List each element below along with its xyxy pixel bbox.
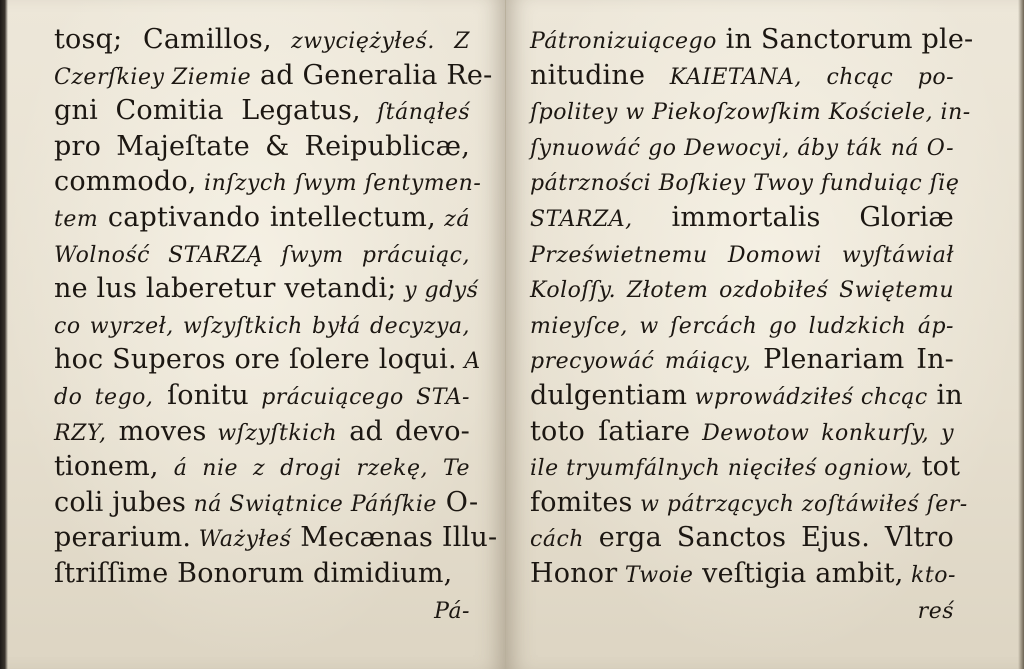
roman-text-run: immortalis Gloriæ bbox=[632, 201, 954, 233]
roman-text-run: ſonitu bbox=[153, 379, 249, 411]
italic-text-run: ná Swiątnice Páńſkie bbox=[186, 491, 437, 517]
text-line bbox=[530, 378, 963, 414]
italic-text-run: chcąc po- bbox=[801, 64, 955, 90]
text-line bbox=[530, 520, 954, 556]
italic-text-run: á nie z drogi rzekę, Te bbox=[158, 456, 470, 482]
roman-text-run: in bbox=[927, 379, 963, 411]
roman-text-run: nitudine bbox=[530, 59, 646, 91]
italic-text-run: wprowádziłeś chcąc bbox=[687, 384, 928, 410]
italic-text-run: y gdyś bbox=[396, 278, 479, 304]
text-line bbox=[54, 93, 470, 129]
roman-text-run: Honor bbox=[530, 557, 618, 589]
roman-text-run: veſtigia ambit, bbox=[693, 557, 904, 589]
roman-text-run: gni Comitia Legatus, bbox=[54, 95, 361, 127]
text-line bbox=[54, 236, 470, 272]
left-page-text bbox=[54, 22, 498, 627]
left-page bbox=[0, 0, 506, 669]
italic-text-run: KAIETANA, bbox=[645, 64, 802, 90]
text-line bbox=[54, 307, 470, 343]
text-line bbox=[54, 520, 498, 556]
roman-text-run: coli jubes bbox=[54, 486, 187, 518]
text-line bbox=[530, 200, 954, 236]
text-line bbox=[54, 449, 470, 485]
roman-text-run: O- bbox=[436, 486, 479, 518]
text-line bbox=[54, 200, 470, 236]
text-line bbox=[530, 271, 954, 307]
italic-text-run: Koloſſy. Złotem ozdobiłeś Swiętemu bbox=[530, 278, 954, 304]
roman-text-run: tot bbox=[912, 451, 961, 483]
text-line bbox=[530, 22, 974, 58]
text-line bbox=[54, 414, 470, 450]
text-line bbox=[530, 592, 954, 628]
roman-text-run: dulgentiam bbox=[530, 379, 688, 411]
italic-text-run: mieyſce, w ſercách go ludzkich áp- bbox=[530, 313, 954, 339]
italic-text-run: do tego, bbox=[54, 384, 154, 410]
roman-text-run: tionem, bbox=[54, 451, 159, 483]
italic-text-run: reś bbox=[917, 598, 954, 624]
italic-text-run: Pá- bbox=[434, 598, 470, 624]
text-line bbox=[54, 22, 470, 58]
roman-text-run: pro Majeſtate & Reipublicæ, bbox=[54, 130, 470, 162]
right-page-text bbox=[530, 22, 974, 627]
italic-text-run: Wolność STARZĄ ſwym prácuiąc, bbox=[54, 242, 470, 268]
roman-text-run: perarium. bbox=[54, 522, 192, 554]
text-line bbox=[530, 93, 971, 129]
roman-text-run: ad Generalia Re- bbox=[251, 59, 493, 91]
italic-text-run: Ważyłeś bbox=[191, 527, 292, 553]
text-line bbox=[530, 485, 968, 521]
roman-text-run: ne lus laberetur vetandi; bbox=[54, 273, 397, 305]
italic-text-run: zwyciężyłeś. bbox=[271, 29, 435, 54]
roman-text-run: tosq; Camillos, bbox=[54, 24, 272, 55]
right-page bbox=[506, 0, 1024, 669]
text-line bbox=[54, 58, 493, 94]
italic-text-run: Pátronizuiącego bbox=[530, 29, 717, 54]
italic-text-run: precyowáć máiący, bbox=[530, 349, 752, 375]
text-line bbox=[530, 129, 954, 165]
roman-text-run: Plenariam In- bbox=[751, 344, 955, 376]
italic-text-run: wſzyſtkich bbox=[206, 420, 338, 446]
italic-text-run: ile tryumfálnych nięciłeś ogniow, bbox=[530, 456, 913, 482]
italic-text-run: zá bbox=[435, 206, 470, 232]
italic-text-run: kto- bbox=[903, 562, 956, 588]
italic-text-run: prácuiącego STA- bbox=[248, 384, 470, 410]
italic-text-run: ſpolitey w Piekoſzowſkim Kościele, in- bbox=[530, 100, 971, 126]
book-edge-shadow bbox=[0, 0, 8, 669]
text-line bbox=[54, 378, 470, 414]
italic-text-run: Twoie bbox=[617, 562, 694, 588]
roman-text-run: hoc Superos ore ſolere loqui. bbox=[54, 344, 457, 376]
text-line bbox=[54, 485, 479, 521]
text-line bbox=[530, 556, 954, 592]
text-line bbox=[530, 164, 960, 200]
text-line bbox=[54, 592, 470, 628]
text-line bbox=[54, 556, 470, 592]
text-line bbox=[530, 342, 954, 378]
italic-text-run: Czerſkiey Ziemie bbox=[54, 64, 252, 90]
roman-text-run: moves bbox=[106, 415, 207, 447]
roman-text-run: erga Sanctos Ejus. Vltro bbox=[583, 522, 954, 554]
italic-text-run: tem bbox=[54, 206, 99, 232]
italic-text-run: ſtánąłeś bbox=[360, 100, 470, 126]
text-line bbox=[54, 164, 482, 200]
text-line bbox=[530, 58, 954, 94]
roman-text-run: in Sanctorum ple- bbox=[716, 24, 974, 55]
text-line bbox=[530, 307, 954, 343]
text-line bbox=[54, 129, 470, 165]
roman-text-run: toto ſatiare bbox=[530, 415, 691, 447]
italic-text-run: ſynuowáć go Dewocyi, áby ták ná O- bbox=[530, 135, 954, 161]
text-line bbox=[530, 414, 954, 450]
italic-text-run: Z bbox=[434, 29, 470, 54]
roman-text-run: Mecænas Illu- bbox=[291, 522, 498, 554]
italic-text-run: pátrzności Boſkiey Twoy funduiąc ſię bbox=[530, 171, 960, 197]
page-edge bbox=[1018, 0, 1024, 669]
roman-text-run: commodo, bbox=[54, 166, 197, 198]
roman-text-run: ſtriſſime Bonorum dimidium, bbox=[54, 557, 453, 589]
italic-text-run: STARZA, bbox=[530, 206, 633, 232]
roman-text-run: captivando intellectum, bbox=[98, 201, 436, 233]
roman-text-run: fomites bbox=[530, 486, 633, 518]
text-line bbox=[530, 236, 954, 272]
italic-text-run: Prześwietnemu Domowi wyſtáwiał bbox=[530, 242, 954, 268]
roman-text-run: ad devo- bbox=[337, 415, 471, 447]
italic-text-run: cách bbox=[530, 527, 584, 553]
text-line bbox=[54, 271, 479, 307]
italic-text-run: RZY, bbox=[54, 420, 107, 446]
text-line bbox=[530, 449, 961, 485]
text-line bbox=[54, 342, 481, 378]
italic-text-run: w pátrzących zoſtáwiłeś ſer- bbox=[632, 491, 968, 517]
italic-text-run: Dewotow konkurſy, y bbox=[690, 420, 954, 446]
italic-text-run: co wyrzeł, wſzyſtkich byłá decyzya, bbox=[54, 313, 470, 339]
italic-text-run: A bbox=[456, 349, 481, 375]
italic-text-run: inſzych ſwym ſentymen- bbox=[196, 171, 482, 197]
